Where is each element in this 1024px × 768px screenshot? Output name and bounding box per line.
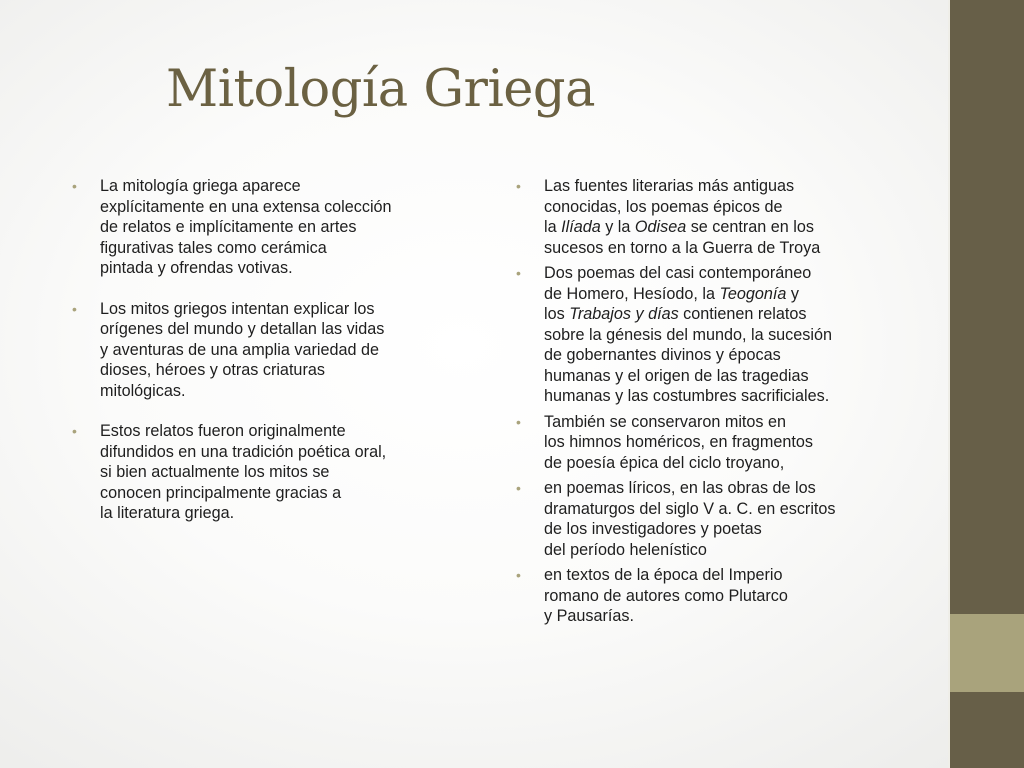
text-run: y la bbox=[600, 218, 635, 236]
bullet-dot-icon: • bbox=[516, 567, 521, 583]
text-line: figurativas tales como cerámica bbox=[100, 238, 327, 257]
text-run: se centran en los bbox=[686, 218, 814, 236]
text-line: difundidos en una tradición poética oral, bbox=[100, 442, 387, 461]
text-line: Las fuentes literarias más antiguas bbox=[544, 177, 795, 195]
text-line: dramaturgos del siglo V a. C. en escritos bbox=[544, 499, 836, 518]
text-line: humanas y el origen de las tragedias bbox=[544, 366, 809, 385]
text-line: También se conservaron mitos en bbox=[544, 412, 787, 431]
text-line: la literatura griega. bbox=[100, 504, 235, 522]
text-line: Estos relatos fueron originalmente bbox=[100, 422, 346, 440]
text-line: de gobernantes divinos y épocas bbox=[544, 346, 781, 364]
text-line: sucesos en torno a la Guerra de Troya bbox=[544, 238, 821, 257]
bullet-dot-icon: • bbox=[516, 265, 521, 281]
bullet-dot-icon: • bbox=[72, 300, 77, 317]
text-line: en poemas líricos, en las obras de los bbox=[544, 479, 816, 497]
text-line: y Pausarías. bbox=[544, 607, 634, 625]
bullet-dot-icon: • bbox=[72, 178, 77, 194]
text-line: conocidas, los poemas épicos de bbox=[544, 197, 783, 216]
bullet-item bbox=[516, 478, 906, 560]
left-bullet-list bbox=[72, 176, 464, 524]
text-line: explícitamente en una extensa colección bbox=[100, 197, 392, 216]
text-line: en textos de la época del Imperio bbox=[544, 566, 783, 584]
text-line: dioses, héroes y otras criaturas bbox=[100, 361, 325, 379]
bullet-item bbox=[72, 421, 464, 524]
italic-title-trabajos: Trabajos y días bbox=[569, 305, 679, 323]
text-line: de poesía épica del ciclo troyano, bbox=[544, 453, 785, 472]
bullet-dot-icon: • bbox=[516, 178, 521, 194]
text-line: mitológicas. bbox=[100, 381, 186, 400]
text-line: orígenes del mundo y detallan las vidas bbox=[100, 320, 385, 338]
text-line: La mitología griega aparece bbox=[100, 177, 301, 195]
text-run: contienen relatos bbox=[678, 305, 807, 323]
bullet-item bbox=[516, 565, 906, 627]
text-line: de los investigadores y poetas bbox=[544, 520, 762, 538]
text-line: humanas y las costumbres sacrificiales. bbox=[544, 387, 830, 405]
text-line: del período helenístico bbox=[544, 540, 707, 559]
text-run: la bbox=[544, 218, 562, 236]
italic-title-teogonia: Teogonía bbox=[719, 284, 787, 303]
slide-title: Mitología Griega bbox=[166, 60, 595, 119]
bullet-item bbox=[516, 412, 906, 474]
text-line: Dos poemas del casi contemporáneo bbox=[544, 264, 812, 282]
text-line bbox=[544, 304, 906, 325]
bullet-dot-icon: • bbox=[72, 423, 77, 439]
text-run: y bbox=[786, 284, 799, 303]
bullet-item bbox=[516, 263, 906, 407]
text-line: pintada y ofrendas votivas. bbox=[100, 259, 293, 277]
text-line: Los mitos griegos intentan explicar los bbox=[100, 299, 375, 318]
italic-title-odisea: Odisea bbox=[634, 218, 687, 236]
text-line: de relatos e implícitamente en artes bbox=[100, 218, 357, 236]
bullet-item bbox=[72, 176, 464, 279]
bullet-dot-icon: • bbox=[516, 413, 521, 430]
left-column bbox=[72, 176, 464, 544]
text-line: romano de autores como Plutarco bbox=[544, 586, 788, 605]
text-line: sobre la génesis del mundo, la sucesión bbox=[544, 325, 832, 344]
text-line: y aventuras de una amplia variedad de bbox=[100, 340, 379, 359]
text-line: si bien actualmente los mitos se bbox=[100, 463, 330, 481]
text-line bbox=[544, 217, 906, 238]
sidebar-accent-block bbox=[950, 614, 1024, 692]
bullet-item bbox=[516, 176, 906, 258]
bullet-item bbox=[72, 299, 464, 402]
text-line bbox=[544, 284, 906, 305]
right-column bbox=[516, 176, 906, 632]
text-run: de Homero, Hesíodo, la bbox=[544, 284, 720, 303]
text-run: los bbox=[544, 305, 570, 323]
right-bullet-list bbox=[516, 176, 906, 627]
text-line: conocen principalmente gracias a bbox=[100, 483, 342, 502]
text-line: los himnos homéricos, en fragmentos bbox=[544, 433, 814, 451]
italic-title-iliada: Ilíada bbox=[561, 218, 601, 236]
bullet-dot-icon: • bbox=[516, 480, 521, 496]
